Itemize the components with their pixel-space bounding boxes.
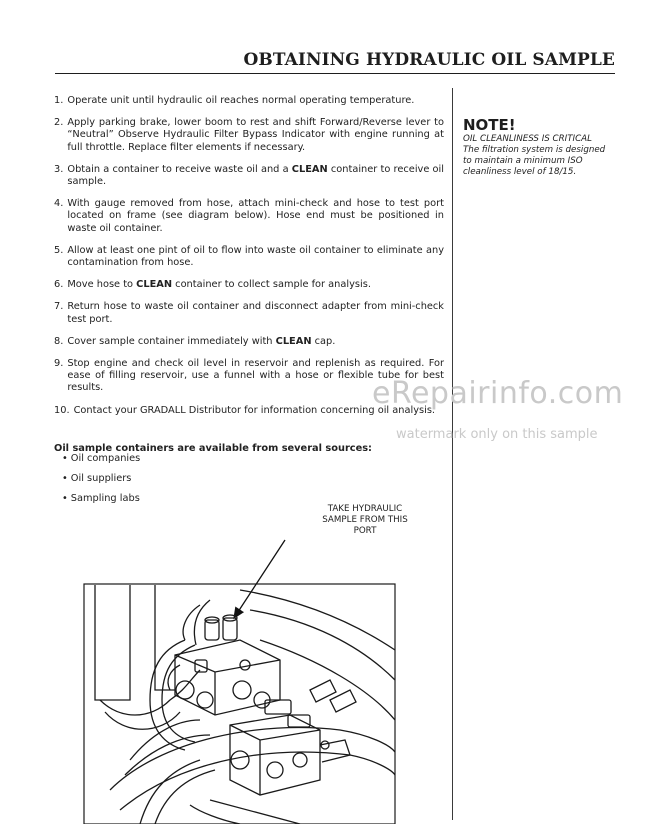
callout-arrow <box>234 540 285 618</box>
step-text-part: With gauge removed from hose, attach mini-check and hose to test port located on frame (see diagram below). Hose end must be positioned in waste oil container. <box>67 198 444 234</box>
note-line: OIL CLEANLINESS IS CRITICAL <box>463 134 592 144</box>
step-number: 9. <box>54 358 64 370</box>
note-line: to maintain a minimum ISO <box>463 156 583 166</box>
step-number: 3. <box>54 163 64 175</box>
step-text-part: Cover sample container immediately with <box>67 335 276 347</box>
page-title: OBTAINING HYDRAULIC OIL SAMPLE <box>243 50 615 70</box>
bullet-icon: • <box>62 453 68 464</box>
step-number: 1. <box>54 95 64 106</box>
note-title: NOTE! <box>463 116 516 134</box>
note-line: The filtration system is designed <box>463 145 606 155</box>
step-text-part: Obtain a container to receive waste oil and a <box>67 163 292 175</box>
callout-line: SAMPLE FROM THIS <box>322 515 408 525</box>
bullet-icon: • <box>62 473 68 484</box>
step-text-part: Contact your GRADALL Distributor for information concerning oil analysis. <box>73 404 436 416</box>
step-text-part: Move hose to <box>67 279 137 291</box>
step-emphasis: CLEAN <box>136 279 173 291</box>
watermark-logo: eRepairinfo.com <box>372 376 624 411</box>
callout-line: PORT <box>353 526 377 536</box>
callout-line: TAKE HYDRAULIC <box>327 504 403 514</box>
step-text-part: Return hose to waste oil container and disconnect adapter from mini-check test port. <box>67 301 444 325</box>
step-text-part: Stop engine and check oil level in reservoir and replenish as required. For ease of filling reservoir, use a funnel with a hose or flexible tube for best results. <box>67 358 444 394</box>
step-emphasis: CLEAN <box>275 335 312 347</box>
step-text-part: Apply parking brake, lower boom to rest and shift Forward/Reverse lever to “Neutral” Observe Hydraulic Filter Bypass Indicator with engine running at full throttle. Replace filter elements if necessary. <box>67 117 444 153</box>
step-number: 8. <box>54 335 64 347</box>
step-text-part: container to collect sample for analysis. <box>172 279 371 291</box>
step-text-part: container to receive oil sample. <box>67 163 444 188</box>
step-number: 2. <box>54 117 64 129</box>
step-number: 6. <box>54 279 64 291</box>
machine-structure <box>95 585 395 824</box>
source-label: Oil suppliers <box>70 473 132 484</box>
step-number: 4. <box>54 198 64 210</box>
step-number: 10. <box>54 404 70 416</box>
step-text-part: Allow at least one pint of oil to flow into waste oil container to eliminate any contamination from hose. <box>67 244 444 269</box>
watermark-caption: watermark only on this sample <box>396 427 598 442</box>
step-emphasis: CLEAN <box>291 163 328 175</box>
step-text-part: Operate unit until hydraulic oil reaches normal operating temperature. <box>67 95 415 106</box>
step-number: 7. <box>54 301 64 313</box>
step-text-part: cap. <box>311 335 336 347</box>
step-number: 5. <box>54 244 64 256</box>
source-label: Sampling labs <box>70 493 140 504</box>
sources-heading: Oil sample containers are available from several sources: <box>54 443 372 454</box>
note-line: cleanliness level of 18/15. <box>463 167 577 177</box>
bullet-icon: • <box>62 493 68 504</box>
source-label: Oil companies <box>70 453 141 464</box>
